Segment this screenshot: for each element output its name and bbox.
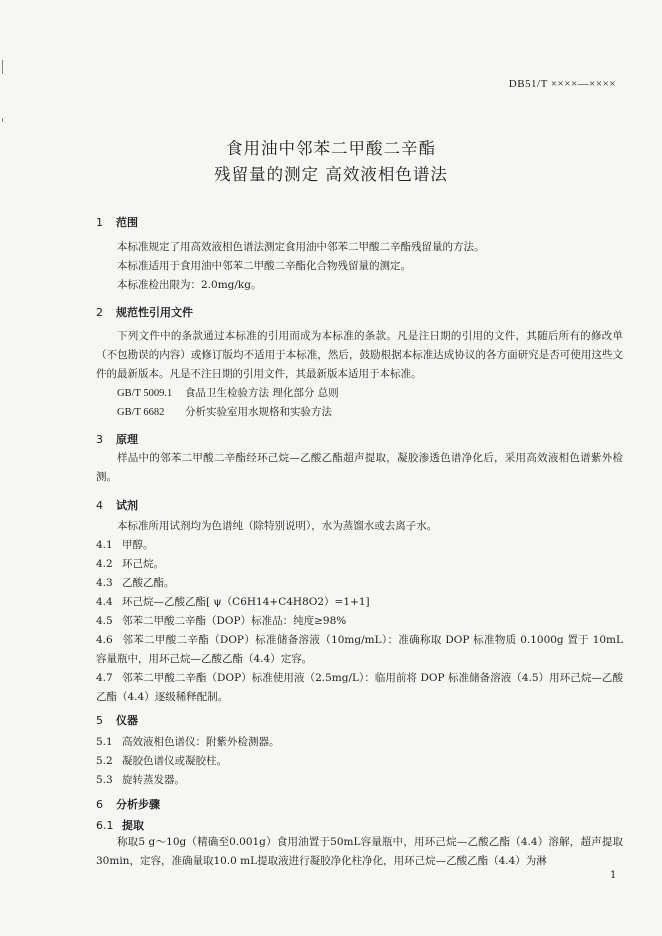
reference-code: GB/T 6682 — [117, 407, 165, 418]
item-number: 5.1 — [96, 736, 113, 748]
item-text: 旋转蒸发器。 — [122, 774, 185, 786]
reference-item — [117, 384, 339, 403]
section-heading-principle — [96, 431, 138, 447]
item-text: 环己烷—乙酸乙酯[ ψ（C6H14+C4H8O2）=1+1] — [122, 596, 370, 608]
item-text: 乙酸乙酯。 — [122, 577, 175, 589]
item-number: 5.3 — [96, 774, 113, 786]
reference-item — [117, 403, 332, 422]
item-number: 4.1 — [96, 539, 113, 551]
list-item — [96, 771, 623, 790]
paragraph: 样品中的邻苯二甲酸二辛酯经环己烷—乙酸乙酯超声提取，凝胶渗透色谱净化后，采用高效液相色谱紫外检测。 — [96, 452, 623, 483]
list-item — [96, 669, 623, 707]
section-title: 仪器 — [116, 714, 138, 727]
item-text: 甲醇。 — [122, 539, 154, 551]
section-title: 范围 — [116, 216, 138, 229]
section-title: 规范性引用文件 — [116, 306, 193, 319]
item-number: 4.4 — [96, 596, 113, 608]
section-title: 原理 — [116, 433, 138, 446]
item-number: 4.3 — [96, 577, 113, 589]
document-title-line2: 残留量的测定 高效液相色谱法 — [214, 165, 448, 184]
section-number: 1 — [96, 216, 103, 229]
subsection-number: 6.1 — [96, 819, 114, 832]
section-heading-reagents — [96, 497, 138, 513]
section-heading-apparatus — [96, 712, 138, 728]
list-item — [96, 631, 623, 669]
paragraph: 下列文件中的条款通过本标准的引用而成为本标准的条款。凡是注日期的引用的文件，其随后所有的修改单（不包勘误的内容）或修订版均不适用于本标准，然后，鼓励根据本标准达成协议的各方面研究是否可使用这些文件的最新版本。凡是不注日期的引用文件，其最新版本适用于本标准。 — [96, 330, 623, 380]
section-heading-scope — [96, 214, 138, 230]
list-item — [96, 555, 623, 574]
paragraph: 称取5 g～10g（精确至0.001g）食用油置于50mL容量瓶中，用环己烷—乙酸乙酯（4.4）溶解，超声提取30min，定容，准确量取10.0 mL提取液进行凝胶净化柱净化，用环己烷—乙酸乙酯（4.4）为淋 — [96, 836, 623, 867]
standard-code: DB51/T ××××—×××× — [508, 78, 616, 90]
list-item — [96, 733, 623, 752]
section-heading-procedure — [96, 796, 160, 812]
item-number: 5.2 — [96, 755, 113, 767]
scan-mark — [2, 60, 3, 74]
paragraph: 本标准所用试剂均为色谱纯（除特别说明），水为蒸馏水或去离子水。 — [117, 520, 438, 532]
list-item — [96, 574, 623, 593]
item-number: 4.2 — [96, 558, 113, 570]
section-number: 5 — [96, 714, 103, 727]
item-text: 邻苯二甲酸二辛酯（DOP）标准储备溶液（10mg/mL）：准确称取 DOP 标准物质 0.1000g 置于 10mL 容量瓶中，用环己烷—乙酸乙酯（4.4）定容。 — [96, 634, 623, 665]
paragraph: 本标准适用于食用油中邻苯二甲酸二辛酯化合物残留量的测定。 — [117, 260, 411, 272]
document-title-line1: 食用油中邻苯二甲酸二辛酯 — [226, 139, 436, 158]
reference-code: GB/T 5009.1 — [117, 388, 173, 399]
subsection-title: 提取 — [122, 819, 144, 832]
item-text: 邻苯二甲酸二辛酯（DOP）标准品：纯度≥98% — [122, 615, 347, 627]
item-text: 环己烷。 — [122, 558, 164, 570]
reference-name: 分析实验室用水规格和实验方法 — [185, 406, 332, 418]
item-number: 4.7 — [96, 672, 113, 684]
section-number: 2 — [96, 306, 103, 319]
list-item — [96, 752, 623, 771]
section-heading-references — [96, 304, 193, 320]
paragraph: 本标准检出限为：2.0mg/kg。 — [117, 279, 262, 291]
section-number: 3 — [96, 433, 103, 446]
reference-name: 食品卫生检验方法 理化部分 总则 — [185, 387, 339, 399]
page-number: 1 — [610, 870, 617, 881]
list-item — [96, 593, 623, 612]
scan-mark — [2, 118, 3, 122]
item-text: 凝胶色谱仪或凝胶柱。 — [122, 755, 227, 767]
section-title: 试剂 — [116, 499, 138, 512]
item-number: 4.5 — [96, 615, 113, 627]
list-item — [96, 536, 623, 555]
section-number: 4 — [96, 499, 103, 512]
section-number: 6 — [96, 798, 103, 811]
section-title: 分析步骤 — [116, 798, 160, 811]
list-item — [96, 612, 623, 631]
subsection-heading-extraction — [96, 817, 144, 833]
item-text: 邻苯二甲酸二辛酯（DOP）标准使用液（2.5mg/L）：临用前将 DOP 标准储备溶液（4.5）用环己烷—乙酸乙酯（4.4）逐级稀释配制。 — [96, 672, 623, 703]
item-number: 4.6 — [96, 634, 113, 646]
paragraph: 本标准规定了用高效液相色谱法测定食用油中邻苯二甲酸二辛酯残留量的方法。 — [117, 241, 485, 253]
item-text: 高效液相色谱仪：附紫外检测器。 — [122, 736, 280, 748]
